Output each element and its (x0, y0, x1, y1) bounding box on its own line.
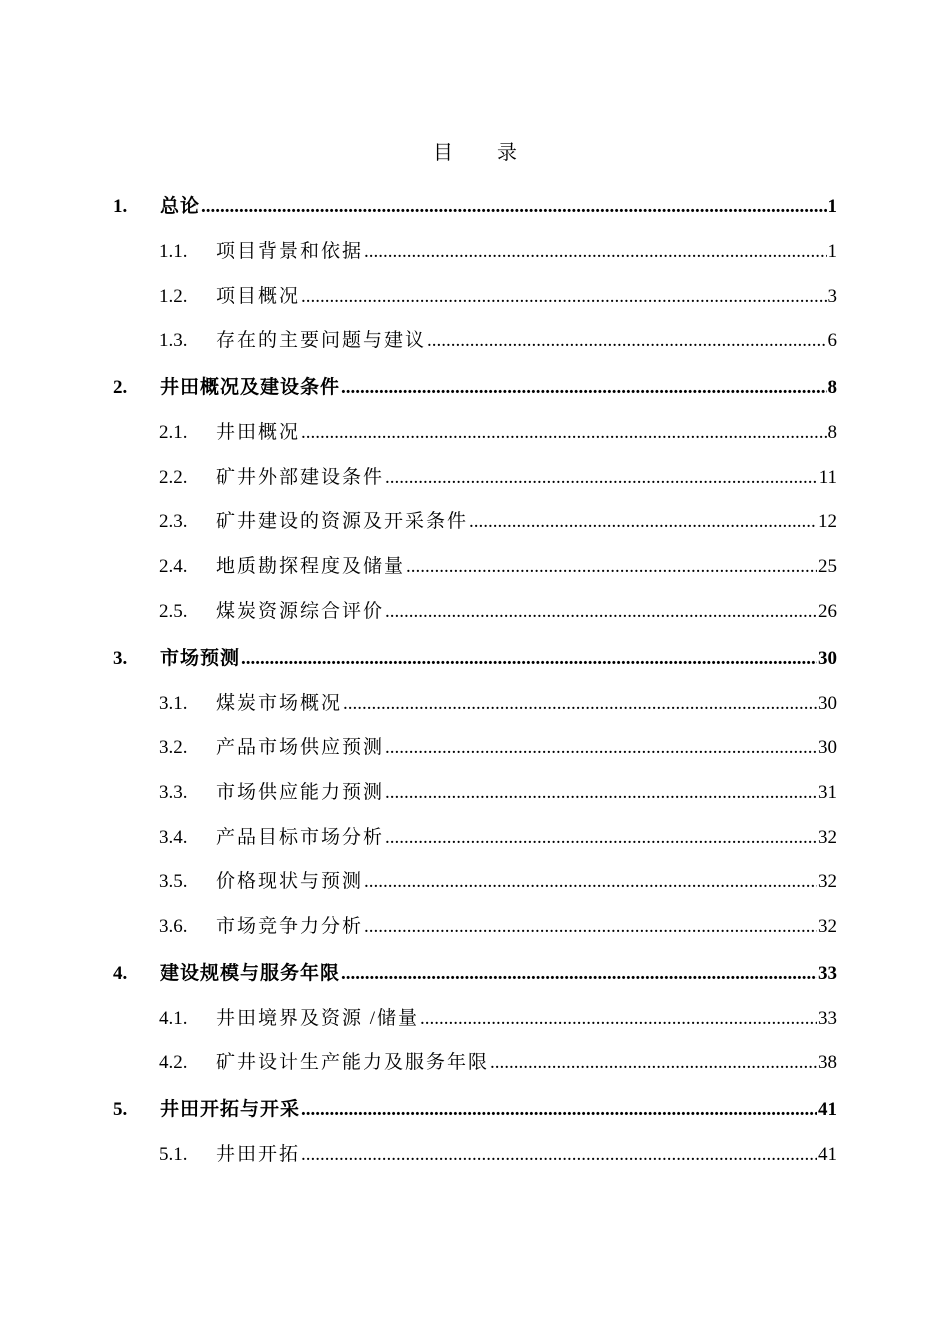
toc-dot-leader (364, 905, 817, 950)
toc-chapter-entry[interactable] (113, 1086, 837, 1133)
toc-entry-number: 3.1. (159, 692, 188, 714)
toc-entry-number: 1.2. (159, 285, 188, 307)
toc-entry-number: 3.3. (159, 781, 188, 803)
toc-section-entry[interactable] (113, 411, 837, 456)
toc-dot-leader (385, 456, 818, 501)
toc-dot-leader (301, 1086, 817, 1133)
toc-entry-label: 井田开拓与开采 (160, 1099, 301, 1120)
toc-section-entry[interactable] (113, 275, 837, 320)
toc-dot-leader (364, 230, 826, 275)
toc-dot-leader (201, 183, 826, 230)
toc-dot-leader (301, 1133, 817, 1178)
toc-dot-leader (406, 545, 817, 590)
toc-entry-number: 3. (113, 647, 128, 669)
toc-entry-number: 2.1. (159, 422, 188, 444)
toc-entry-label: 产品目标市场分析 (216, 826, 385, 848)
toc-entry-page-number: 12 (818, 511, 837, 533)
toc-chapter-entry[interactable] (113, 364, 837, 411)
toc-dot-leader (427, 319, 826, 364)
toc-entry-label: 地质勘探程度及储量 (216, 556, 406, 578)
toc-section-entry[interactable] (113, 682, 837, 727)
toc-entry-number: 5.1. (159, 1144, 188, 1165)
toc-entry-label: 总论 (160, 196, 201, 217)
toc-dot-leader (385, 590, 817, 635)
toc-entry-page-number: 32 (818, 826, 837, 848)
toc-dot-leader (301, 275, 826, 320)
toc-entry-number: 3.5. (159, 871, 188, 893)
toc-section-entry[interactable] (113, 860, 837, 905)
toc-entry-label: 井田境界及资源 /储量 (216, 1007, 420, 1029)
toc-entry-label: 煤炭市场概况 (216, 692, 343, 714)
toc-entry-label: 项目概况 (216, 285, 301, 307)
toc-section-entry[interactable] (113, 771, 837, 816)
toc-entry-label: 价格现状与预测 (216, 871, 364, 893)
toc-section-entry[interactable] (113, 1133, 837, 1178)
toc-title-char-2: 录 (497, 142, 517, 164)
toc-entry-page-number: 30 (818, 737, 837, 759)
toc-entry-label: 井田概况 (216, 422, 301, 444)
toc-dot-leader (364, 860, 817, 905)
toc-entry-number: 1.3. (159, 330, 188, 352)
toc-section-entry[interactable] (113, 456, 837, 501)
toc-section-entry[interactable] (113, 726, 837, 771)
toc-title-char-1: 目 (433, 142, 453, 164)
toc-entry-page-number: 1 (827, 196, 837, 217)
toc-entry-label: 存在的主要问题与建议 (216, 330, 427, 352)
toc-entry-number: 4.1. (159, 1007, 188, 1029)
toc-chapter-entry[interactable] (113, 183, 837, 230)
toc-entry-page-number: 30 (818, 647, 837, 669)
toc-entry-number: 2.4. (159, 556, 188, 578)
toc-entry-label: 矿井外部建设条件 (216, 466, 385, 488)
toc-dot-leader (490, 1041, 817, 1086)
toc-entry-label: 煤炭资源综合评价 (216, 600, 385, 622)
toc-entry-number: 2.5. (159, 600, 188, 622)
toc-section-entry[interactable] (113, 1041, 837, 1086)
toc-dot-leader (343, 682, 817, 727)
toc-entry-number: 3.2. (159, 737, 188, 759)
toc-section-entry[interactable] (113, 905, 837, 950)
toc-entry-page-number: 8 (827, 377, 837, 399)
toc-dot-leader (385, 726, 817, 771)
toc-entry-page-number: 30 (818, 692, 837, 714)
toc-entry-number: 4. (113, 962, 128, 984)
toc-entry-label: 矿井建设的资源及开采条件 (216, 511, 469, 533)
toc-entry-label: 矿井设计生产能力及服务年限 (216, 1052, 490, 1074)
toc-entry-label: 市场预测 (160, 647, 241, 669)
toc-entry-page-number: 8 (827, 422, 837, 444)
toc-entry-label: 建设规模与服务年限 (160, 962, 341, 984)
toc-entry-page-number: 26 (818, 600, 837, 622)
table-of-contents (113, 183, 837, 1178)
toc-entry-number: 2.3. (159, 511, 188, 533)
toc-entry-page-number: 11 (818, 466, 837, 488)
toc-entry-page-number: 31 (818, 781, 837, 803)
toc-entry-number: 5. (113, 1099, 128, 1120)
toc-dot-leader (301, 411, 826, 456)
toc-entry-number: 1.1. (159, 241, 188, 262)
toc-chapter-entry[interactable] (113, 950, 837, 997)
toc-entry-label: 市场供应能力预测 (216, 781, 385, 803)
toc-entry-page-number: 41 (818, 1099, 837, 1120)
toc-section-entry[interactable] (113, 319, 837, 364)
toc-section-entry[interactable] (113, 997, 837, 1042)
toc-dot-leader (241, 635, 817, 682)
toc-dot-leader (385, 771, 817, 816)
toc-section-entry[interactable] (113, 590, 837, 635)
toc-section-entry[interactable] (113, 545, 837, 590)
toc-dot-leader (469, 500, 817, 545)
toc-entry-label: 井田概况及建设条件 (160, 377, 341, 399)
toc-entry-page-number: 32 (818, 915, 837, 937)
toc-dot-leader (341, 364, 826, 411)
toc-entry-page-number: 25 (818, 556, 837, 578)
toc-dot-leader (385, 816, 817, 861)
toc-entry-label: 井田开拓 (216, 1144, 301, 1165)
toc-entry-page-number: 1 (827, 241, 837, 262)
toc-entry-number: 1. (113, 196, 128, 217)
toc-entry-number: 2.2. (159, 466, 188, 488)
toc-title (0, 136, 950, 165)
toc-entry-page-number: 3 (827, 285, 837, 307)
toc-section-entry[interactable] (113, 230, 837, 275)
toc-chapter-entry[interactable] (113, 635, 837, 682)
toc-entry-page-number: 41 (818, 1144, 837, 1165)
toc-entry-page-number: 33 (818, 1007, 837, 1029)
toc-entry-page-number: 32 (818, 871, 837, 893)
toc-entry-label: 产品市场供应预测 (216, 737, 385, 759)
toc-entry-page-number: 38 (818, 1052, 837, 1074)
toc-section-entry[interactable] (113, 816, 837, 861)
toc-dot-leader (341, 950, 817, 997)
toc-entry-number: 2. (113, 377, 128, 399)
toc-entry-label: 市场竞争力分析 (216, 915, 364, 937)
toc-dot-leader (420, 997, 817, 1042)
toc-entry-page-number: 6 (827, 330, 837, 352)
toc-entry-page-number: 33 (818, 962, 837, 984)
toc-entry-number: 3.4. (159, 826, 188, 848)
toc-entry-label: 项目背景和依据 (216, 241, 364, 262)
toc-entry-number: 3.6. (159, 915, 188, 937)
toc-entry-number: 4.2. (159, 1052, 188, 1074)
toc-section-entry[interactable] (113, 500, 837, 545)
